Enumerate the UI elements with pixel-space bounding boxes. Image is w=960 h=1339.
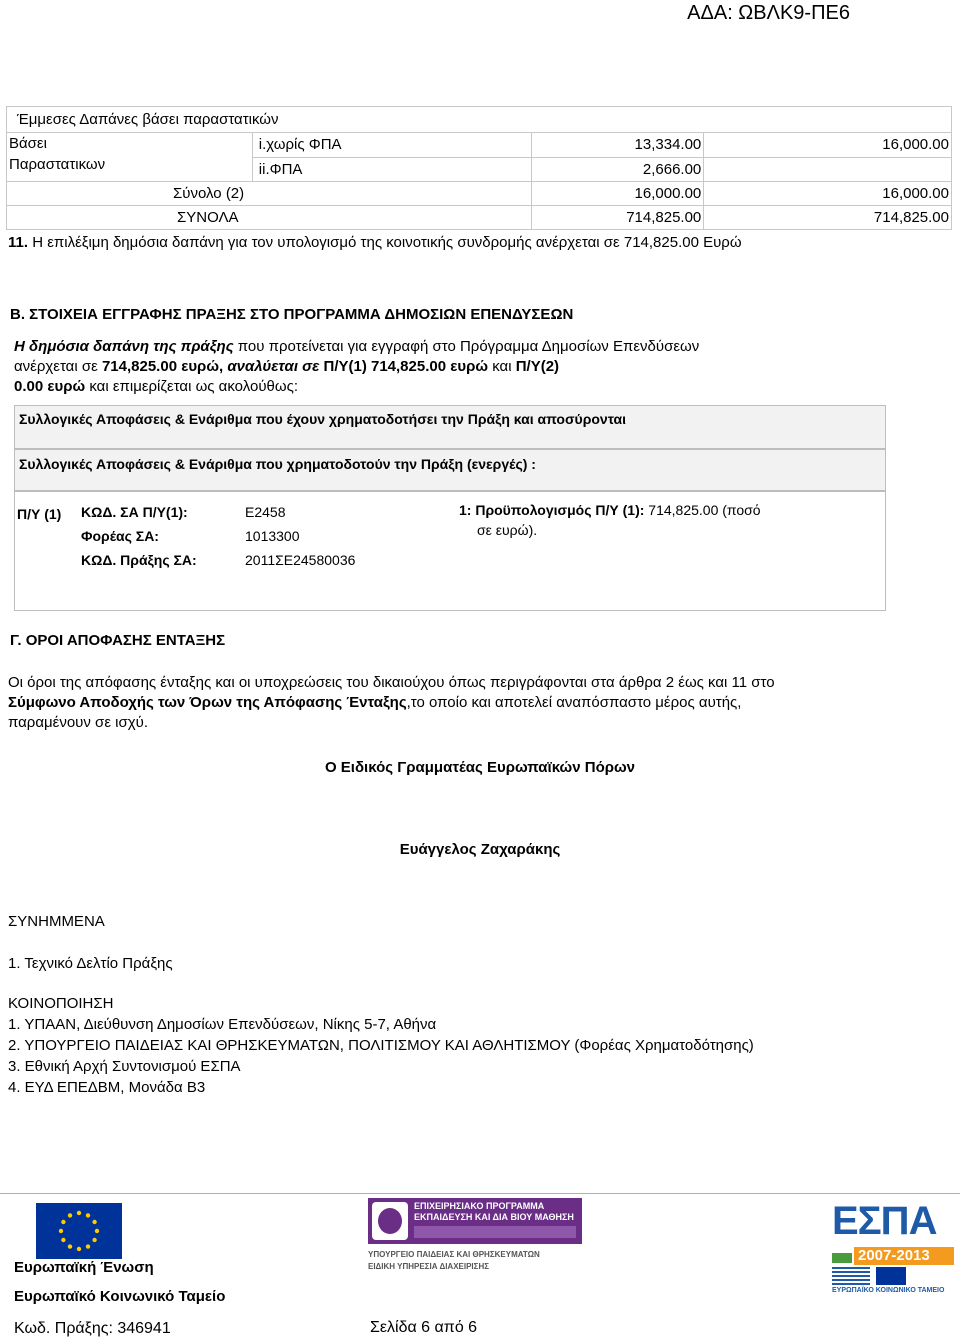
kod-praxis-value: 2011ΣΕ24580036 xyxy=(245,552,356,568)
section-b-line3: 0.00 ευρώ και επιμερίζεται ως ακολούθως: xyxy=(14,378,298,395)
eu-star xyxy=(61,1220,65,1224)
eu-star xyxy=(68,1213,72,1217)
footer-divider xyxy=(0,1193,960,1194)
ada-code: ΑΔΑ: ΩΒΛΚ9-ΠΕ6 xyxy=(687,2,850,24)
budget-py1-unit: σε ευρώ). xyxy=(477,522,538,538)
eu-star xyxy=(86,1213,90,1217)
eu-star xyxy=(77,1247,81,1251)
without-vat-value: 13,334.00 xyxy=(532,133,704,157)
vat-value: 2,666.00 xyxy=(532,157,704,181)
without-vat-label: i.χωρίς ΦΠΑ xyxy=(252,133,532,157)
withdrawn-decisions-label: Συλλογικές Αποφάσεις & Ενάριθμα που έχουν χρηματοδοτήσει την Πράξη και αποσύρονται xyxy=(19,411,627,427)
section-c-title: Γ. ΟΡΟΙ ΑΠΟΦΑΣΗΣ ΕΝΤΑΞΗΣ xyxy=(10,632,226,649)
notify-item: 1. ΥΠΑΑΝ, Διεύθυνση Δημοσίων Επενδύσεων, Νίκης 5-7, Αθήνα xyxy=(8,1016,437,1033)
base-total: 16,000.00 xyxy=(704,133,952,157)
eu-star xyxy=(77,1211,81,1215)
total-value: 714,825.00 xyxy=(532,205,704,229)
eu-star xyxy=(86,1244,90,1248)
eu-flag-logo xyxy=(36,1203,122,1259)
indirect-costs-table xyxy=(6,106,952,230)
kod-praxis-label: ΚΩΔ. Πράξης ΣΑ: xyxy=(81,552,197,568)
attachments-title: ΣΥΝΗΜΜΕΝΑ xyxy=(8,913,105,930)
basis-label: Βάσει Παραστατικων xyxy=(7,133,253,181)
footer-eu: Ευρωπαϊκή Ένωση xyxy=(14,1259,154,1276)
vat-label: ii.ΦΠΑ xyxy=(252,157,532,181)
subtotal-total: 16,000.00 xyxy=(704,181,952,205)
eu-star xyxy=(68,1244,72,1248)
eu-star xyxy=(92,1238,96,1242)
notify-title: ΚΟΙΝΟΠΟΙΗΣΗ xyxy=(8,995,114,1012)
foreas-label: Φορέας ΣΑ: xyxy=(81,528,159,544)
kod-sa-label: ΚΩΔ. ΣΑ Π/Υ(1): xyxy=(81,504,188,520)
section-c-line3: παραμένουν σε ισχύ. xyxy=(8,714,149,731)
subtotal-label: Σύνολο (2) xyxy=(7,181,532,205)
py-label: Π/Υ (1) xyxy=(17,506,62,522)
section-b-line1: Η δημόσια δαπάνη της πράξης που προτείνεται για εγγραφή στο Πρόγραμμα Δημοσίων Επενδύσεων xyxy=(14,338,700,355)
eu-star xyxy=(61,1238,65,1242)
attachment-item: 1. Τεχνικό Δελτίο Πράξης xyxy=(8,955,173,972)
total-total: 714,825.00 xyxy=(704,205,952,229)
education-program-logo: ΕΠΙΧΕΙΡΗΣΙΑΚΟ ΠΡΟΓΡΑΜΜΑ ΕΚΠΑΙΔΕΥΣΗ ΚΑΙ ΔΙΑ ΒΙΟΥ ΜΑΘΗΣΗ ΥΠΟΥΡΓΕΙΟ ΠΑΙΔΕΙΑΣ ΚΑΙ ΘΡΗΣΚΕΥΜΑΤΩΝ ΕΙΔΙΚΗ ΥΠΗΡΕΣΙΑ ΔΙΑΧΕΙΡΙΣΗΣ xyxy=(368,1198,582,1282)
total-label: ΣΥΝΟΛΑ xyxy=(7,205,532,229)
section-b-line2: ανέρχεται σε 714,825.00 ευρώ, αναλύεται σε Π/Υ(1) 714,825.00 ευρώ και Π/Υ(2) xyxy=(14,358,560,375)
footer-project-code: Κωδ. Πράξης: 346941 xyxy=(14,1320,171,1337)
indirect-costs-heading: Έμμεσες Δαπάνες βάσει παραστατικών xyxy=(7,107,952,133)
signatory-name: Ευάγγελος Ζαχαράκης xyxy=(399,841,561,858)
eu-star xyxy=(92,1220,96,1224)
foreas-value: 1013300 xyxy=(245,528,300,544)
footer-page-number: Σελίδα 6 από 6 xyxy=(370,1319,478,1336)
eu-star xyxy=(95,1229,99,1233)
notify-item: 4. ΕΥΔ ΕΠΕΔΒΜ, Μονάδα Β3 xyxy=(8,1079,206,1096)
notify-item: 3. Εθνική Αρχή Συντονισμού ΕΣΠΑ xyxy=(8,1058,241,1075)
section-c-line2: Σύμφωνο Αποδοχής των Όρων της Απόφασης Ένταξης,το οποίο και αποτελεί αναπόσπαστο μέρος αυτής, xyxy=(8,694,742,711)
kod-sa-value: Ε2458 xyxy=(245,504,286,520)
footer-esf: Ευρωπαϊκό Κοινωνικό Ταμείο xyxy=(14,1288,226,1305)
subtotal-value: 16,000.00 xyxy=(532,181,704,205)
signatory-role: Ο Ειδικός Γραμματέας Ευρωπαϊκών Πόρων xyxy=(324,759,636,776)
withdrawn-decisions-box xyxy=(14,405,886,449)
section-c-line1: Οι όροι της απόφασης ένταξης και οι υποχρεώσεις του δικαιούχου όπως περιγράφονται στα άρθρα 2 έως και 11 στο xyxy=(8,674,775,691)
eu-star xyxy=(59,1229,63,1233)
notify-item: 2. ΥΠΟΥΡΓΕΙΟ ΠΑΙΔΕΙΑΣ ΚΑΙ ΘΡΗΣΚΕΥΜΑΤΩΝ, ΠΟΛΙΤΙΣΜΟΥ ΚΑΙ ΑΘΛΗΤΙΣΜΟΥ (Φορέας Χρηματοδότησης) xyxy=(8,1037,754,1054)
eligible-expenditure: 11. Η επιλέξιμη δημόσια δαπάνη για τον υπολογισμό της κοινοτικής συνδρομής ανέρχεται σε 714,825.00 Ευρώ xyxy=(8,234,742,251)
section-b-title: Β. ΣΤΟΙΧΕΙΑ ΕΓΓΡΑΦΗΣ ΠΡΑΞΗΣ ΣΤΟ ΠΡΟΓΡΑΜΜΑ ΔΗΜΟΣΙΩΝ ΕΠΕΝΔΥΣΕΩΝ xyxy=(10,306,574,323)
espa-logo: ΕΣΠΑ 2007-2013 ΕΥΡΩΠΑΪΚΟ ΚΟΙΝΩΝΙΚΟ ΤΑΜΕΙΟ xyxy=(832,1205,956,1295)
active-decisions-box xyxy=(14,449,886,491)
budget-py1: 1: Προϋπολογισμός Π/Υ (1): 714,825.00 (ποσό xyxy=(459,502,761,518)
active-decisions-label: Συλλογικές Αποφάσεις & Ενάριθμα που χρηματοδοτούν την Πράξη (ενεργές) : xyxy=(19,456,536,472)
budget-details-box xyxy=(14,491,886,611)
